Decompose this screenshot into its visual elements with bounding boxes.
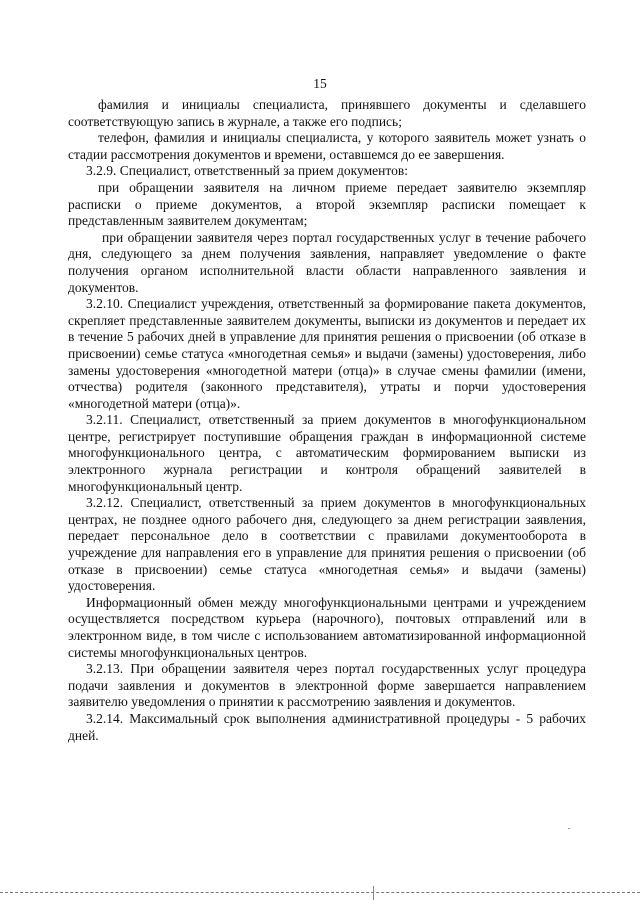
paragraph-information-exchange: Информационный обмен между многофункциональными центрами и учреждением осуществляется посредством курьера (нарочного), почтовых отправлений или в электронном виде, в том числе с использованием автоматизированной информационной системы многофункциональных центров. bbox=[68, 594, 586, 660]
paragraph-3-2-12: 3.2.12. Специалист, ответственный за прием документов в многофункциональных центрах, не позднее одного рабочего дня, следующего за днем регистрации заявления, передает персональное дело в соответствии с правилами документооборота в учреждение для направления его в управление для принятия решения о присвоении (об отказе в присвоении) семье статуса «многодетная семья» и выдачи (замены) удостоверения. bbox=[68, 495, 586, 594]
document-body bbox=[68, 97, 586, 744]
scan-speck bbox=[568, 828, 570, 829]
page-bottom-mark bbox=[373, 886, 374, 900]
paragraph-3-2-13: 3.2.13. При обращении заявителя через портал государственных услуг процедура подачи заявления и документов в электронной форме завершается направлением заявителю уведомления о принятии к рассмотрению заявления и документов. bbox=[68, 661, 586, 710]
paragraph-3-2-9: 3.2.9. Специалист, ответственный за прием документов: bbox=[86, 163, 408, 179]
paragraph-3-2-10: 3.2.10. Специалист учреждения, ответственный за формирование пакета документов, скрепляет представленные заявителем документы, выписки из документов и передает их в течение 5 рабочих дней в управление для принятия решения о присвоении (об отказе в присвоении) семье статуса «многодетная семья» и выдачи (замены) удостоверения, либо замены удостоверения «многодетной матери (отца)» в случае смены фамилии (имени, отчества) родителя (законного представителя), утраты и порчи удостоверения «многодетной матери (отца)». bbox=[68, 296, 586, 411]
paragraph-portal-notification: при обращении заявителя через портал государственных услуг в течение рабочего дня, следующего за днем получения заявления, направляет уведомление о факте получения органом исполнительной власти области направленного заявления и документов. bbox=[68, 229, 586, 295]
paragraph-registrar-name: фамилия и инициалы специалиста, принявшего документы и сделавшего соответствующую запись в журнале, а также его подпись; bbox=[68, 97, 586, 129]
paragraph-3-2-11: 3.2.11. Специалист, ответственный за прием документов в многофункциональном центре, регистрирует поступившие обращения граждан в информационной системе многофункционального центра, с автоматическим формированием выписки из электронного журнала регистрации и контроля обращений заявителей в многофункциональный центр. bbox=[68, 412, 586, 494]
paragraph-3-2-14: 3.2.14. Максимальный срок выполнения административной процедуры - 5 рабочих дней. bbox=[68, 710, 586, 743]
page-bottom-rule bbox=[0, 892, 640, 893]
paragraph-registrar-phone: телефон, фамилия и инициалы специалиста, у которого заявитель может узнать о стадии рассмотрения документов и времени, оставшемся до ее завершения. bbox=[68, 130, 586, 162]
page-number: 15 bbox=[313, 76, 327, 91]
paragraph-personal-visit: при обращении заявителя на личном приеме передает заявителю экземпляр расписки о приеме документов, а второй экземпляр расписки помещает к представленным заявителем документам; bbox=[68, 179, 586, 229]
